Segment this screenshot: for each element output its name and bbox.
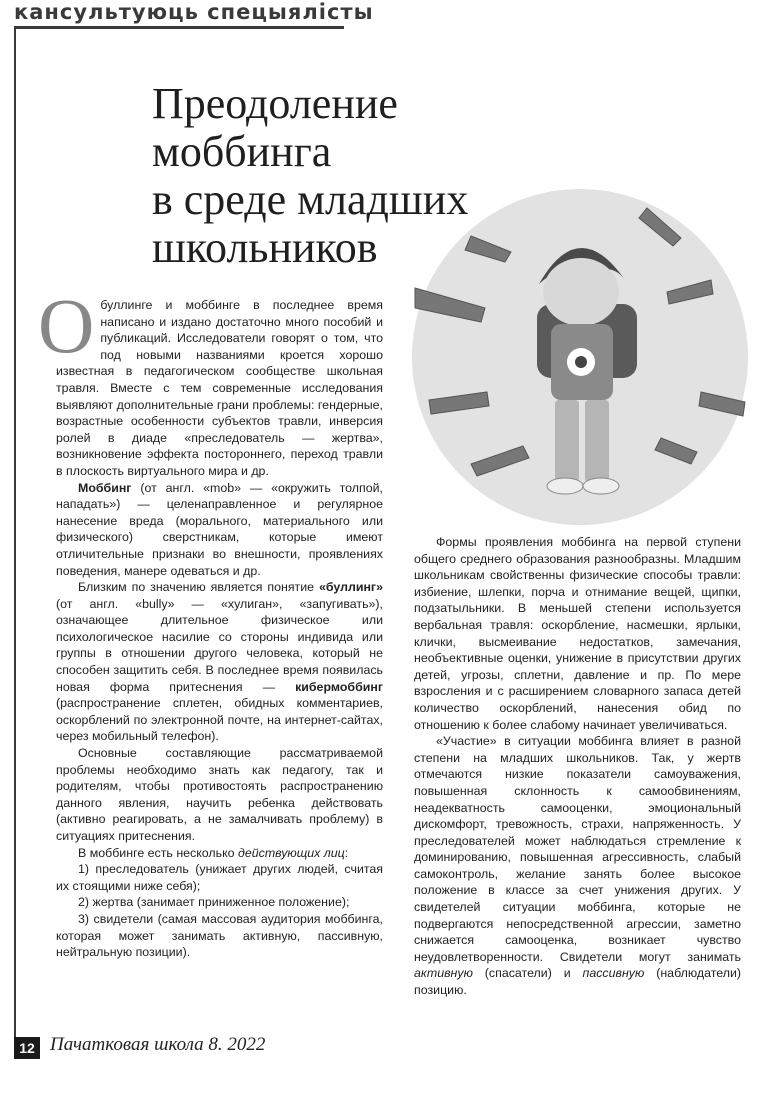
term-cybermobbing: кибермоббинг (295, 679, 383, 694)
page-number: 12 (14, 1037, 40, 1059)
left-shoe (547, 478, 583, 494)
term-passive: пассивную (582, 966, 645, 981)
face (543, 258, 619, 326)
right-leg (585, 400, 609, 482)
mobbing-definition: Моббинг (от англ. «mob» — «окружить толпой, нападать») — целенаправленное и регулярное нанесение вреда (морального, материального или физического) сверстникам, которые имеют отличительные признаки во внешности, проявлениях поведения, манере одеваться и др. (56, 480, 383, 578)
title-line-2: в среде младших (152, 175, 469, 224)
term-mobbing: Моббинг (78, 480, 132, 495)
right-shoe (583, 478, 619, 494)
intro-paragraph: О буллинге и моббинге в последнее время написано и издано достаточно много пособий и публикаций. Исследователи говорят о том, что под новыми названиями кроется хорошо известная в педагогическом сообществе школьная травля. Вместе с тем современные исследования выявляют дополнительные грани проблемы: гендерные, возрастные особенности субъектов травли, инверсия ролей в диаде «преследователь — жертва», возникновение эффекта постороннего, переход травли в плоскость виртуального мира и др. (38, 282, 383, 478)
rubric-title: кансультуюць спецыялісты (14, 0, 374, 24)
journal-footer: Пачатковая школа 8. 2022 (50, 1034, 266, 1055)
term-bullying: «буллинг» (318, 580, 383, 595)
list-item: 1) преследователь (унижает других людей, считая их стоящими ниже себя); (56, 862, 383, 893)
article-column-right (414, 534, 741, 999)
title-line-3: школьников (152, 223, 378, 272)
term-actors: действующих лиц (238, 845, 345, 860)
article-column-left (38, 282, 383, 961)
term-active: активную (414, 966, 473, 981)
list-item: 3) свидетели (самая массовая аудитория моббинга, которая может занимать активную, пассивную, нейтральную позиции). (56, 911, 383, 960)
forms-paragraph: Формы проявления моббинга на первой ступени общего среднего образования разнообразны. Младшим школьникам свойственны физические способы травли: избиение, шлепки, порча и отнимание вещей, щипки, подзатыльники. В меньшей степени используется вербальная травля: оскорбление, насмешки, ярлыки, клички, высмеивание недостатков, замечания, необъективные оценки, унижение в присутствии других детей, угрозы, сплетни, давление и пр. По мере взросления и с расширением словарного запаса детей количество оскорблений, нанесения обид по отношению к более слабому начинает увеличиваться. (414, 535, 741, 732)
bullying-definition: Близким по значению является понятие «буллинг» (от англ. «bully» — «хулиган», «запугивать»), означающее длительное физическое или психологическое насилие со стороны индивида или группы в отношении другого человека, который не способен защитить себя. В последнее время появилась новая форма притеснения — кибермоббинг (распространение сплетен, обидных комментариев, оскорблений по электронной почте, на интернет-сайтах, через мобильный телефон). (56, 580, 383, 744)
components-paragraph: Основные составляющие рассматриваемой проблемы необходимо знать как педагогу, так и родителям, чтобы противостоять распространению данного явления, научить ребенка действовать (активно реагировать, а не замалчивать проблему) в ситуациях притеснения. (56, 746, 383, 843)
dropcap-letter: О (38, 282, 95, 369)
rubric-rule (14, 26, 344, 29)
bullied-child-illustration (411, 188, 749, 526)
participation-paragraph: «Участие» в ситуации моббинга влияет в разной степени на младших школьников. Так, у жертв отмечаются низкие показатели самоуважения, повышенная склонность к самообвинениям, неадекватность самооценки, эмоциональный дискомфорт, тревожность, страхи, напряженность. У преследователей может наблюдаться стремление к доминированию, повышенная агрессивность, слабый самоконтроль, желание занять более высокое положение в классе за счет унижения других. У свидетелей ситуации моббинга, которые не подвергаются непосредственной агрессии, заметно снижается самооценка, возникает чувство неудовлетворенности. Свидетели могут занимать активную (спасатели) и пассивную (наблюдатели) позицию. (414, 734, 742, 998)
actors-intro: В моббинге есть несколько действующих лиц: (78, 845, 349, 860)
left-leg (555, 400, 579, 482)
shirt-target-inner (575, 356, 587, 368)
list-item: 2) жертва (занимает приниженное положение); (78, 895, 350, 910)
title-line-1: Преодоление моббинга (152, 79, 398, 176)
frame-left-rule (14, 26, 16, 1046)
